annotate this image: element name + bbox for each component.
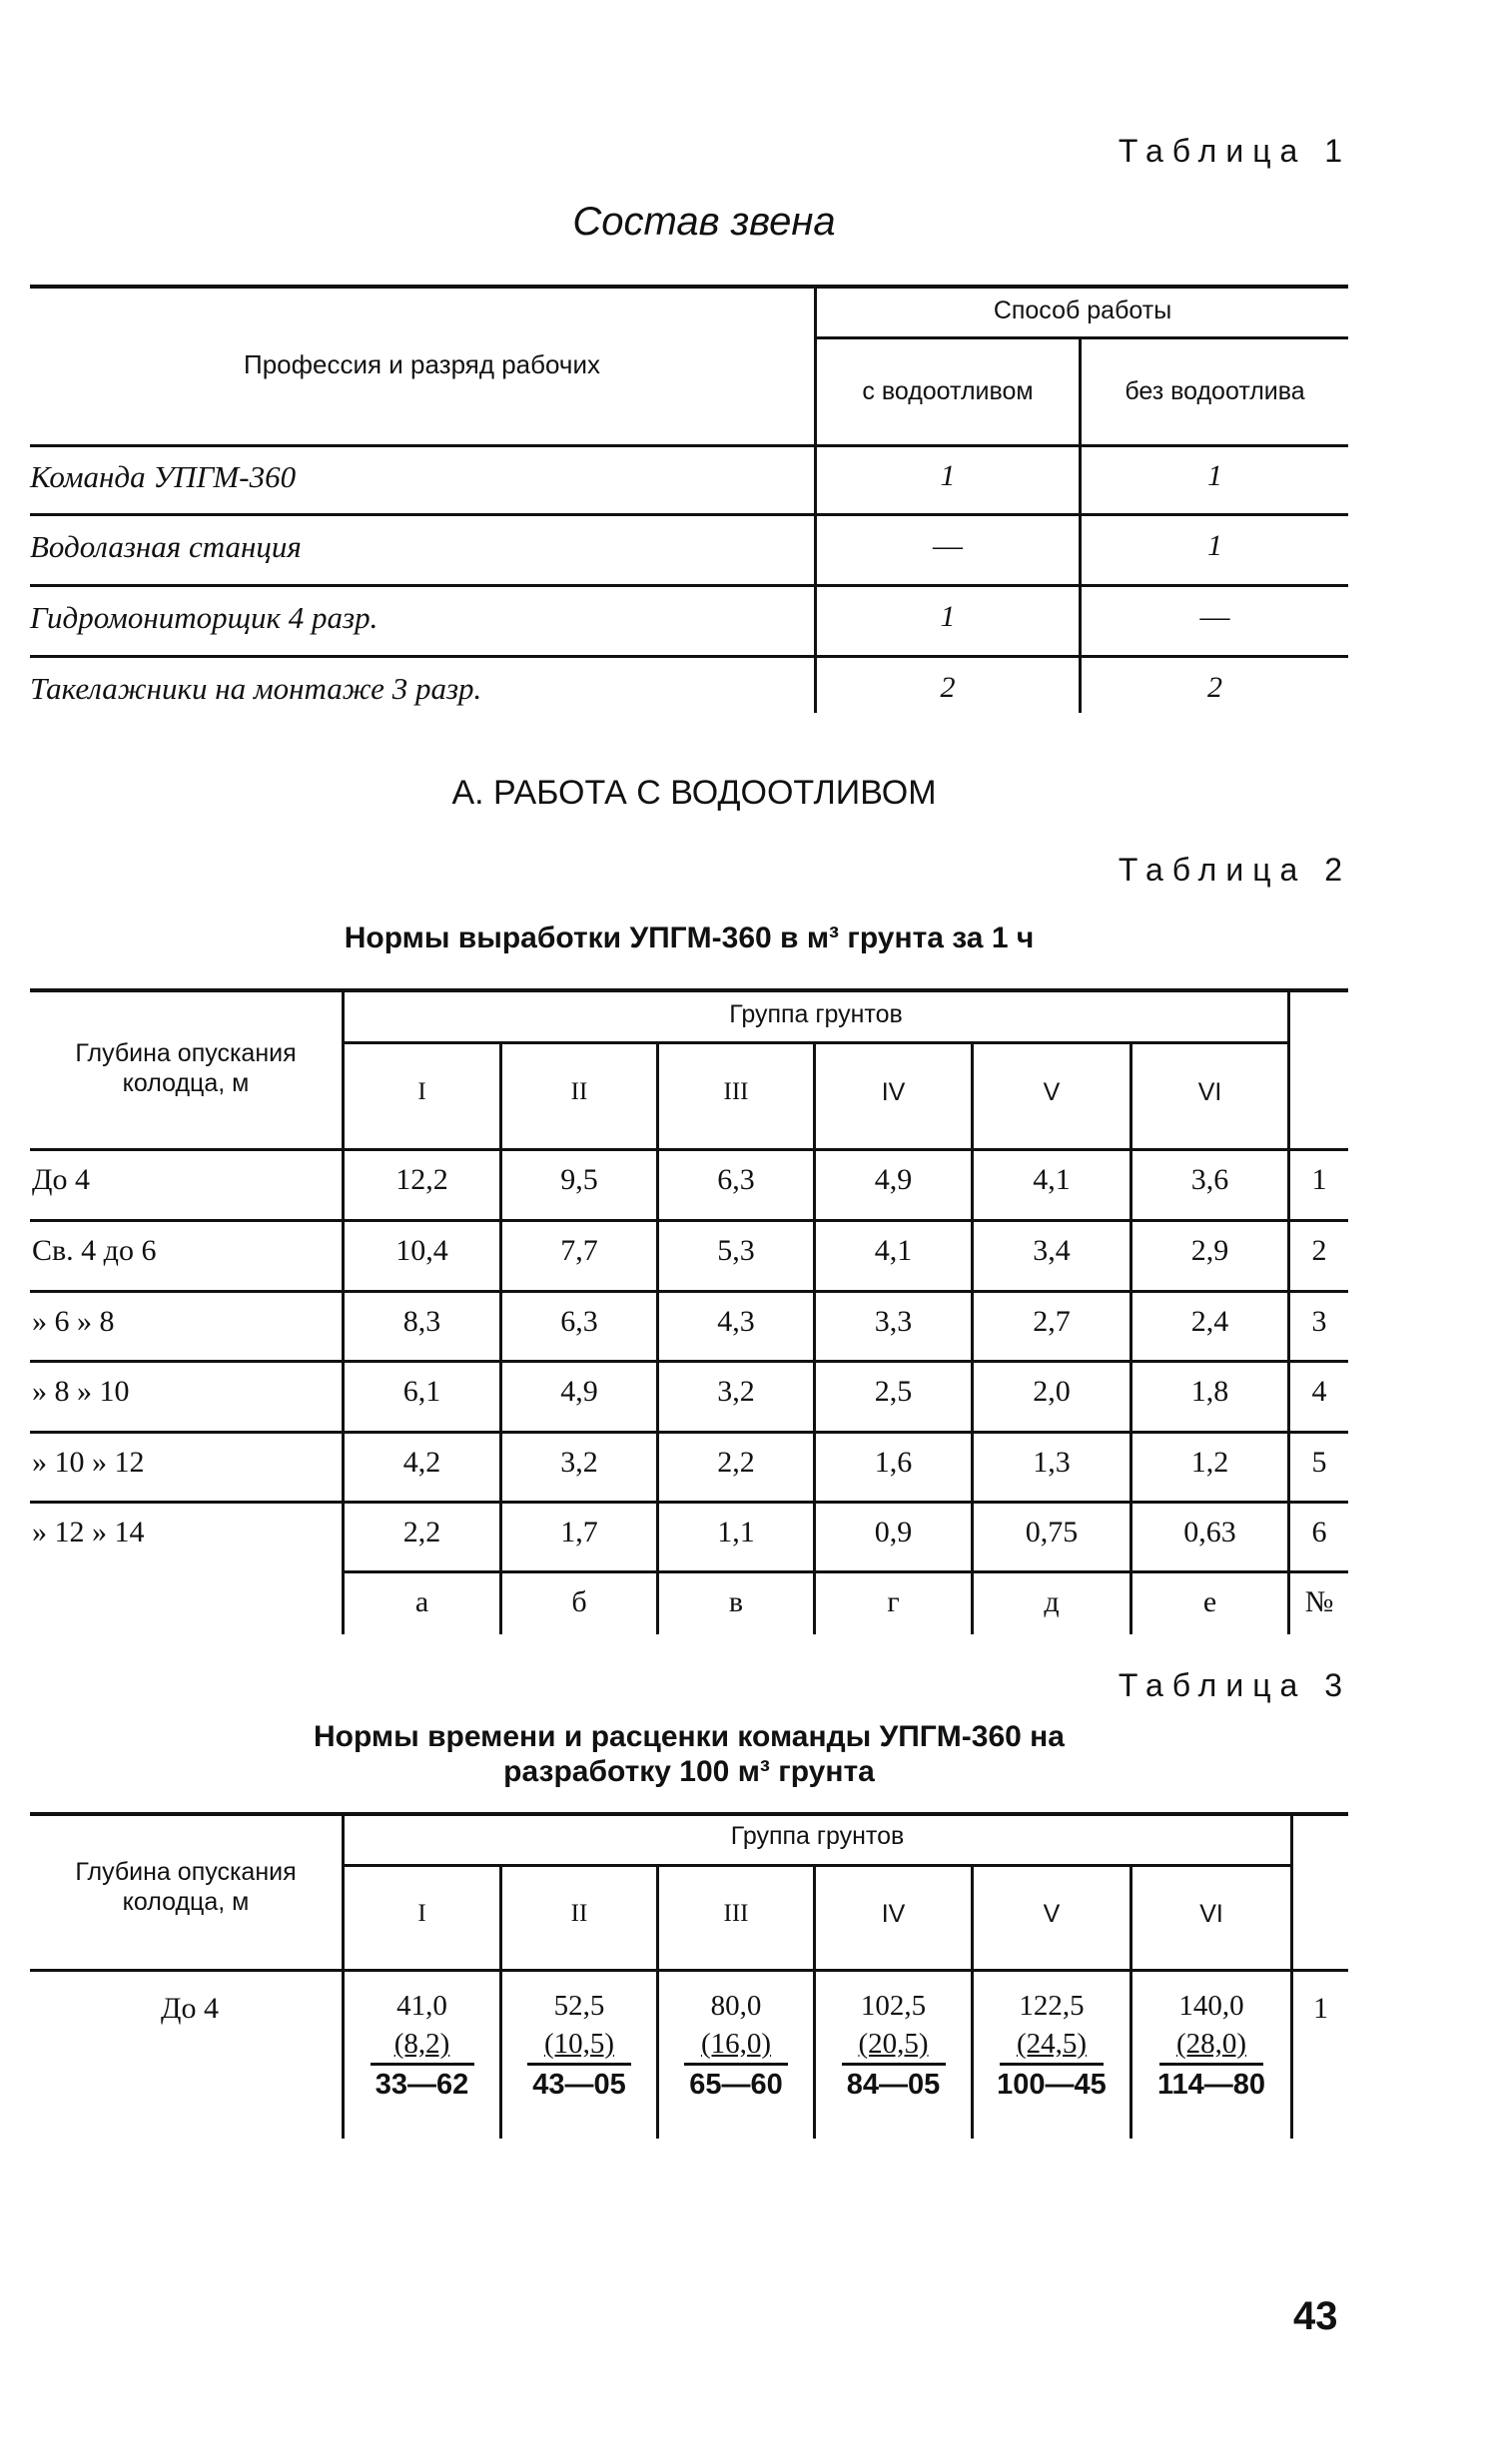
table2-cell: 0,63 [1183, 1516, 1236, 1548]
table1-cell: — [933, 529, 963, 562]
table3-paren: (28,0) [1175, 2028, 1247, 2060]
table1-row-name: Команда УПГМ-360 [30, 459, 297, 494]
table2-cell: 1,2 [1190, 1446, 1229, 1479]
table2-cell: 3,3 [874, 1305, 913, 1338]
table2-row-num: 4 [1311, 1375, 1327, 1408]
table2-num-symbol: № [1304, 1585, 1334, 1618]
table1-title: Состав звена [572, 200, 836, 244]
table2-depth: До 4 [32, 1163, 90, 1196]
table1-label: Таблица 1 [1118, 133, 1351, 169]
table3-cell [659, 1987, 813, 2104]
table1-row-name: Водолазная станция [30, 529, 302, 564]
table2-depth: » 8 » 10 [32, 1375, 130, 1408]
table3-group-header: Группа грунтов [730, 1822, 905, 1850]
table2-col-letter: а [414, 1585, 429, 1618]
table2-row-header: Глубина опускания колодца, м [75, 1039, 297, 1097]
table2-cell: 7,7 [560, 1234, 598, 1267]
table2-cell: 2,2 [402, 1516, 441, 1548]
table2-cell: 1,1 [717, 1516, 755, 1548]
table2-cell: 6,3 [717, 1163, 755, 1196]
table2-col-letter: е [1202, 1585, 1217, 1618]
table3-cell [1132, 1987, 1290, 2104]
table2-col-letter: г [887, 1585, 900, 1618]
table3-norm: 102,5 [860, 1990, 927, 2022]
table3-paren: (24,5) [1016, 2028, 1088, 2060]
table2-cell: 1,3 [1033, 1446, 1071, 1479]
table1-cell: 1 [940, 600, 956, 633]
table2-group-col: V [1043, 1078, 1061, 1106]
table3-row-header: Глубина опускания колодца, м [75, 1858, 297, 1916]
table2-cell: 3,2 [717, 1375, 755, 1408]
table3-paren: (20,5) [858, 2028, 929, 2060]
table2-row-num: 6 [1311, 1516, 1327, 1548]
table2-cell: 4,2 [402, 1446, 441, 1479]
table1-method-header: Способ работы [993, 297, 1172, 324]
table3-price: 100—45 [997, 2069, 1107, 2101]
table2-depth: » 6 » 8 [32, 1305, 115, 1338]
table3-norm: 80,0 [710, 1990, 762, 2022]
table2-col-letter: б [571, 1585, 587, 1618]
table3-label: Таблица 3 [1118, 1667, 1351, 1703]
table1-cell: 2 [940, 671, 956, 704]
table3-price: 114—80 [1156, 2069, 1266, 2101]
table1-cell: 1 [1207, 529, 1222, 562]
table3-price: 65—60 [689, 2069, 783, 2101]
table3-cell [345, 1987, 499, 2104]
table2-cell: 6,3 [560, 1305, 598, 1338]
table3-cell [816, 1987, 971, 2104]
table3-group-col: IV [881, 1900, 906, 1928]
table3-group-col: III [723, 1900, 749, 1927]
table2-depth: Св. 4 до 6 [32, 1234, 157, 1267]
table2-cell: 8,3 [402, 1305, 441, 1338]
table2-cell: 4,9 [874, 1163, 913, 1196]
table2-cell: 0,9 [874, 1516, 913, 1548]
table2-cell: 2,0 [1033, 1375, 1071, 1408]
table3-price: 84—05 [846, 2069, 941, 2101]
table2-cell: 6,1 [402, 1375, 441, 1408]
table1-col-without: без водоотлива [1125, 377, 1305, 405]
table2-cell: 0,75 [1025, 1516, 1079, 1548]
table2-group-col: III [723, 1078, 749, 1105]
table2-cell: 12,2 [395, 1163, 448, 1196]
table2-cell: 1,6 [874, 1446, 913, 1479]
table3-title-line2: разработку 100 м³ грунта [503, 1755, 875, 1788]
page-number: 43 [1293, 2294, 1338, 2338]
table2-group-header: Группа грунтов [729, 1000, 903, 1028]
table3-norm: 140,0 [1178, 1990, 1244, 2022]
table2-cell: 4,3 [717, 1305, 755, 1338]
table2-cell: 9,5 [560, 1163, 598, 1196]
table3-group-col: V [1043, 1900, 1061, 1928]
table1-cell: 1 [1207, 459, 1222, 492]
table3-row-num: 1 [1313, 1992, 1328, 2025]
table2-cell: 2,5 [874, 1375, 913, 1408]
table2-title: Нормы выработки УПГМ-360 в м³ грунта за 1 ч [344, 922, 1035, 954]
table1-cell: 1 [940, 459, 956, 492]
table3-cell [974, 1987, 1130, 2104]
table3-group-col: VI [1199, 1900, 1223, 1928]
table1-cell: — [1199, 600, 1230, 633]
table2-depth: » 12 » 14 [32, 1516, 145, 1548]
table2-group-col: IV [881, 1078, 906, 1106]
table2-col-letter: в [728, 1585, 744, 1618]
table1-col-with: с водоотливом [862, 377, 1034, 405]
table1-row-name: Гидромониторщик 4 разр. [30, 600, 378, 635]
table1-row-name: Такелажники на монтаже 3 разр. [30, 671, 482, 706]
table2-row-num: 3 [1311, 1305, 1327, 1338]
table3-norm: 41,0 [396, 1990, 447, 2022]
table2-cell: 2,7 [1033, 1305, 1071, 1338]
table3-depth: До 4 [161, 1992, 219, 2025]
table3-paren: (10,5) [543, 2028, 615, 2060]
table3-norm: 52,5 [553, 1990, 605, 2022]
table2-group-col: II [570, 1078, 588, 1105]
table3-price: 43—05 [532, 2069, 626, 2101]
table1-cell: 2 [1207, 671, 1222, 704]
table2-cell: 3,4 [1033, 1234, 1071, 1267]
table2-cell: 4,1 [1033, 1163, 1071, 1196]
table3-paren: (16,0) [700, 2028, 772, 2060]
table2-row-num: 5 [1311, 1446, 1327, 1479]
table2-depth: » 10 » 12 [32, 1446, 145, 1479]
table2-cell: 2,4 [1190, 1305, 1229, 1338]
table2-cell: 3,2 [560, 1446, 598, 1479]
table3-group-col: II [570, 1900, 588, 1927]
table2-cell: 3,6 [1190, 1163, 1229, 1196]
section-title: А. РАБОТА С ВОДООТЛИВОМ [451, 774, 937, 812]
table2-label: Таблица 2 [1118, 852, 1351, 888]
table3-title-line1: Нормы времени и расценки команды УПГМ-360 на [314, 1720, 1065, 1753]
table3-price: 33—62 [375, 2069, 469, 2101]
table2-cell: 1,8 [1190, 1375, 1229, 1408]
table2-cell: 10,4 [395, 1234, 448, 1267]
table2-row-num: 1 [1311, 1163, 1327, 1196]
table2-cell: 1,7 [560, 1516, 598, 1548]
table1-profession-header: Профессия и разряд рабочих [244, 349, 600, 379]
table2-row-num: 2 [1311, 1234, 1327, 1267]
table3-cell [502, 1987, 656, 2104]
table2-group-col: VI [1197, 1078, 1222, 1106]
table2-group-col: I [417, 1078, 426, 1105]
table3-group-col: I [417, 1900, 426, 1927]
table2-cell: 2,2 [717, 1446, 755, 1479]
table3-norm: 122,5 [1019, 1990, 1085, 2022]
table2-cell: 5,3 [717, 1234, 755, 1267]
table2-col-letter: д [1044, 1585, 1060, 1618]
table3-paren: (8,2) [393, 2028, 450, 2060]
table2-cell: 4,9 [560, 1375, 598, 1408]
table2-cell: 4,1 [874, 1234, 913, 1267]
table2-cell: 2,9 [1190, 1234, 1229, 1267]
